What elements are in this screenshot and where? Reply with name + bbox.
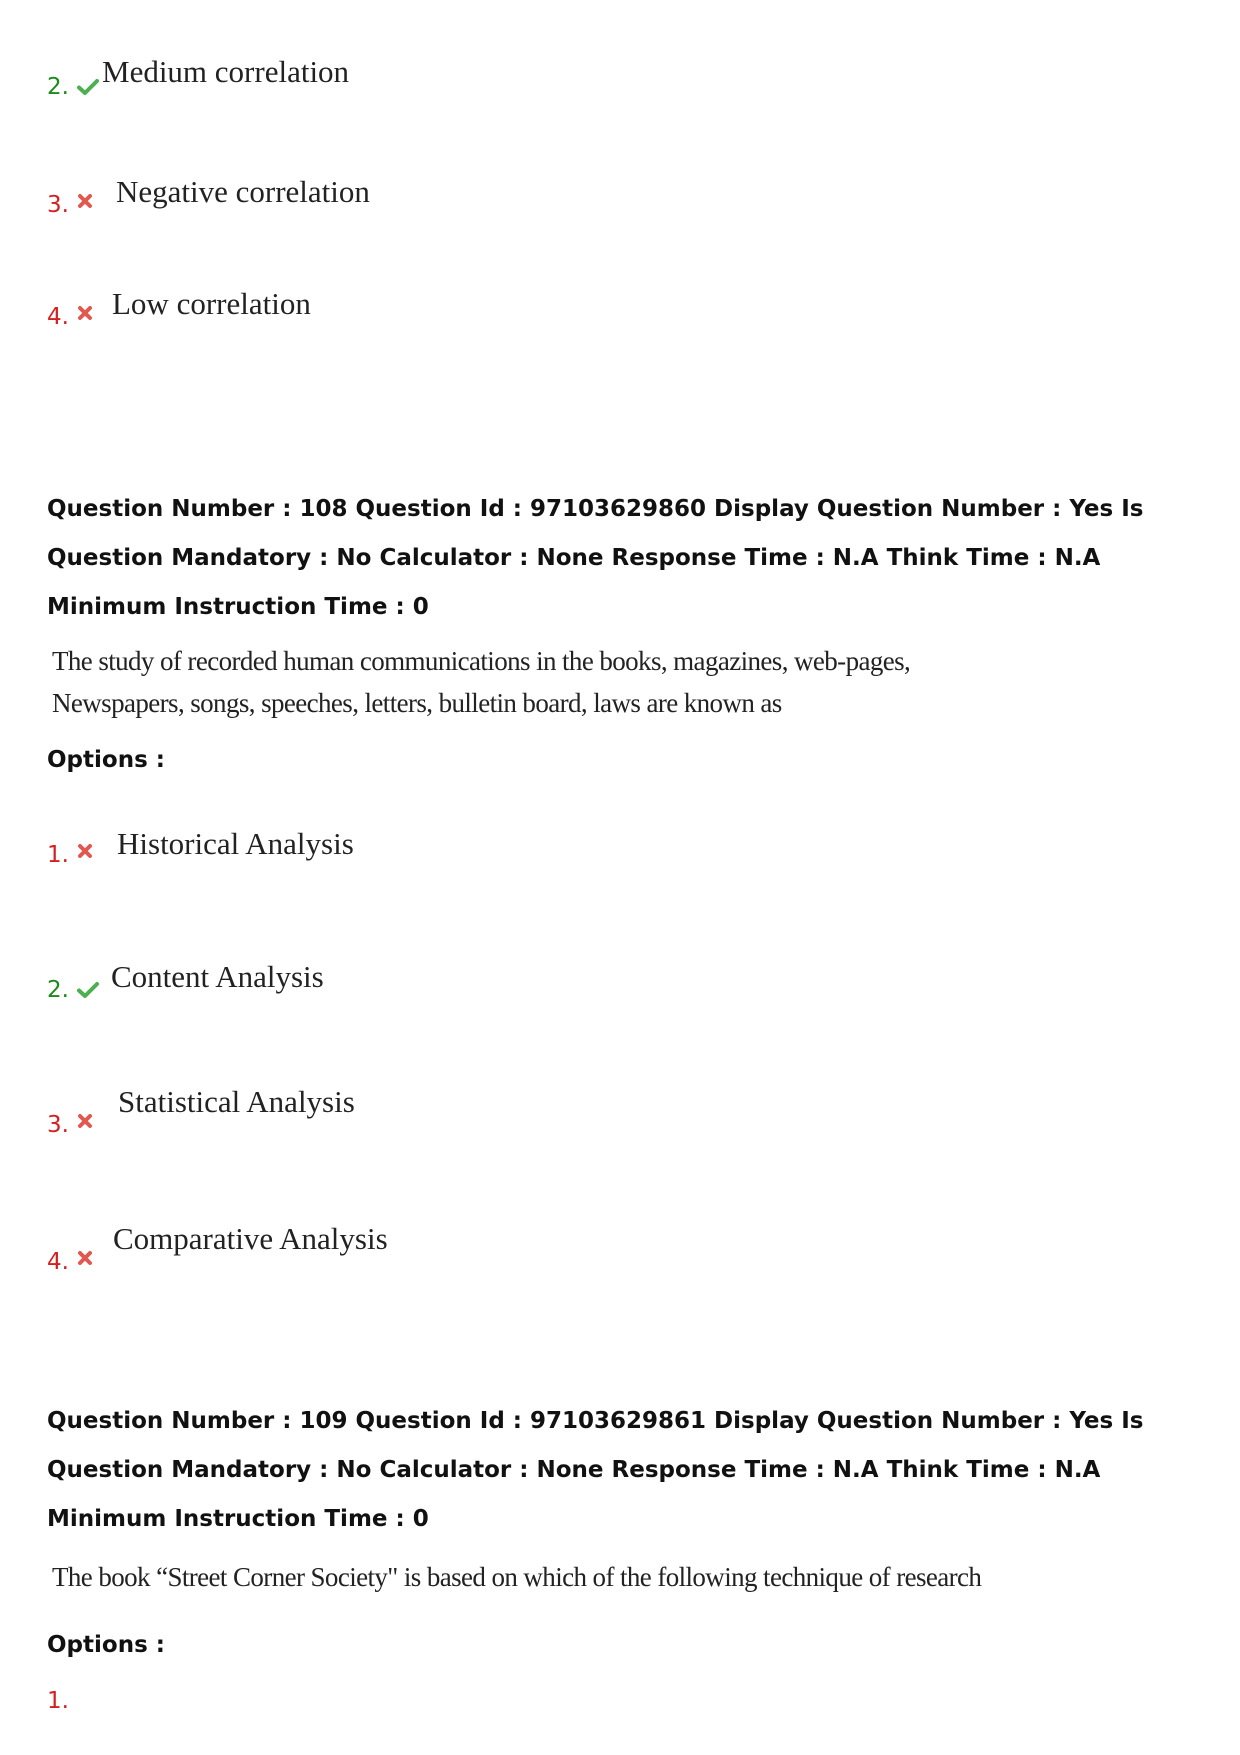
option-text: Content Analysis	[111, 959, 324, 994]
options-label: Options :	[47, 747, 165, 773]
cross-icon	[77, 1250, 93, 1266]
option-number: 1.	[47, 1688, 69, 1714]
option-number: 3.	[47, 192, 69, 218]
option-number: 1.	[47, 842, 69, 868]
cross-icon	[77, 1113, 93, 1129]
option-text: Comparative Analysis	[113, 1221, 388, 1256]
option-text: Low correlation	[112, 286, 311, 321]
option-number: 3.	[47, 1112, 69, 1138]
cross-icon	[77, 193, 93, 209]
option-text: Statistical Analysis	[118, 1084, 355, 1119]
option-number: 4.	[47, 1249, 69, 1275]
option-number: 2.	[47, 977, 69, 1003]
options-label: Options :	[47, 1632, 165, 1658]
option-text: Medium correlation	[102, 54, 350, 89]
question-text	[52, 640, 1152, 724]
question-meta: Question Number : 109 Question Id : 97103629861 Display Question Number : Yes Is Question Mandatory : No Calculator : None Response Time : N.A Think Time : N.A Minimum Instruction Time : 0	[47, 1408, 1144, 1532]
question-meta: Question Number : 108 Question Id : 97103629860 Display Question Number : Yes Is Question Mandatory : No Calculator : None Response Time : N.A Think Time : N.A Minimum Instruction Time : 0	[47, 496, 1144, 620]
check-icon	[77, 981, 99, 999]
question-text-line: Newspapers, songs, speeches, letters, bulletin board, laws are known as	[52, 688, 782, 718]
option-text: Historical Analysis	[117, 826, 354, 861]
question-text-line: The study of recorded human communications in the books, magazines, web-pages,	[52, 646, 911, 676]
option-number: 4.	[47, 304, 69, 330]
option-text: Negative correlation	[116, 174, 370, 209]
cross-icon	[77, 843, 93, 859]
question-text: The book “Street Corner Society" is based on which of the following technique of research	[52, 1562, 982, 1592]
option-number: 2.	[47, 74, 69, 100]
check-icon	[77, 78, 99, 96]
cross-icon	[77, 305, 93, 321]
